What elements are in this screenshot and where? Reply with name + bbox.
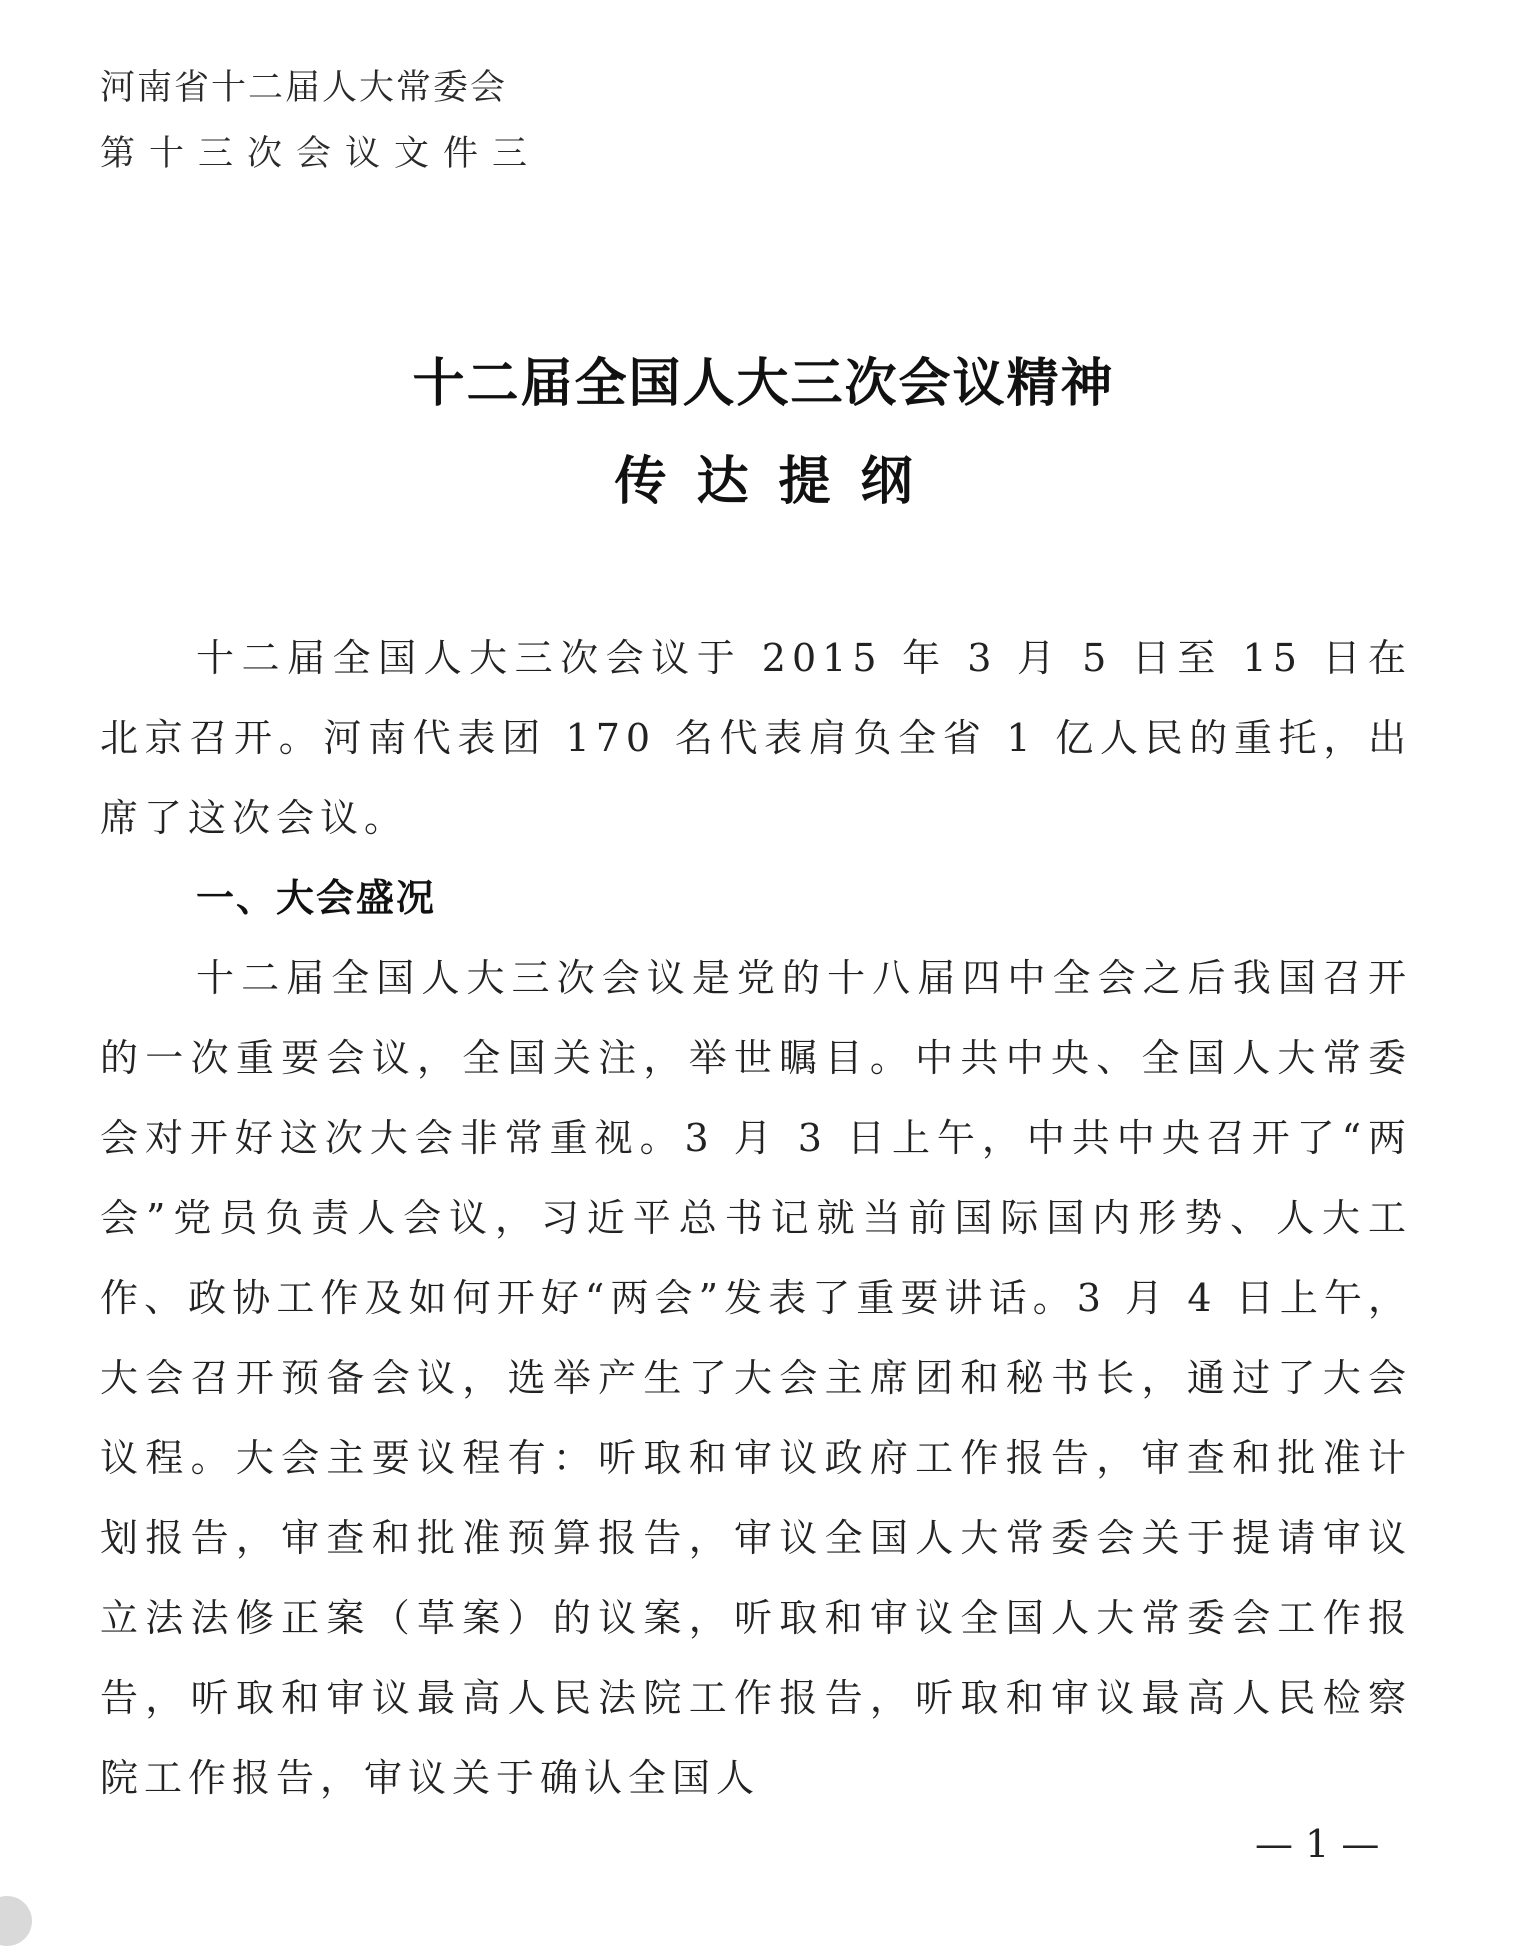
- document-number-line: 第十三次会议文件三: [100, 134, 542, 174]
- page-number: — 1 —: [1255, 1822, 1380, 1866]
- document-subtitle: 传达提纲: [614, 451, 943, 512]
- document-title: 十二届全国人大三次会议精神: [412, 353, 1115, 414]
- scan-corner-mark: [0, 1896, 32, 1946]
- section-paragraph-text: 十二届全国人大三次会议是党的十八届四中全会之后我国召开的一次重要会议，全国关注，举世瞩目。中共中央、全国人大常委会对开好这次大会非常重视。3 月 3 日上午，中共中央召开了“两会”党员负责人会议，习近平总书记就当前国际国内形势、人大工作、政协工作及如何开好“两会”发表了重要讲话。3 月 4 日上午，大会召开预备会议，选举产生了大会主席团和秘书长，通过了大会议程。大会主要议程有：听取和审议政府工作报告，审查和批准计划报告，审查和批准预算报告，审议全国人大常委会关于提请审议立法法修正案（草案）的议案，听取和审议全国人大常委会工作报告，听取和审议最高人民法院工作报告，听取和审议最高人民检察院工作报告，审议关于确认全国人: [100, 956, 1412, 1800]
- intro-text: 十二届全国人大三次会议于 2015 年 3 月 5 日至 15 日在北京召开。河南代表团 170 名代表肩负全省 1 亿人民的重托，出席了这次会议。: [100, 636, 1412, 840]
- section-heading-text: 一、大会盛况: [196, 875, 437, 920]
- issuer-line: 河南省十二届人大常委会: [100, 68, 508, 108]
- section-heading: [100, 858, 1412, 938]
- intro-paragraph: [100, 618, 1412, 858]
- section-paragraph: [100, 938, 1412, 1818]
